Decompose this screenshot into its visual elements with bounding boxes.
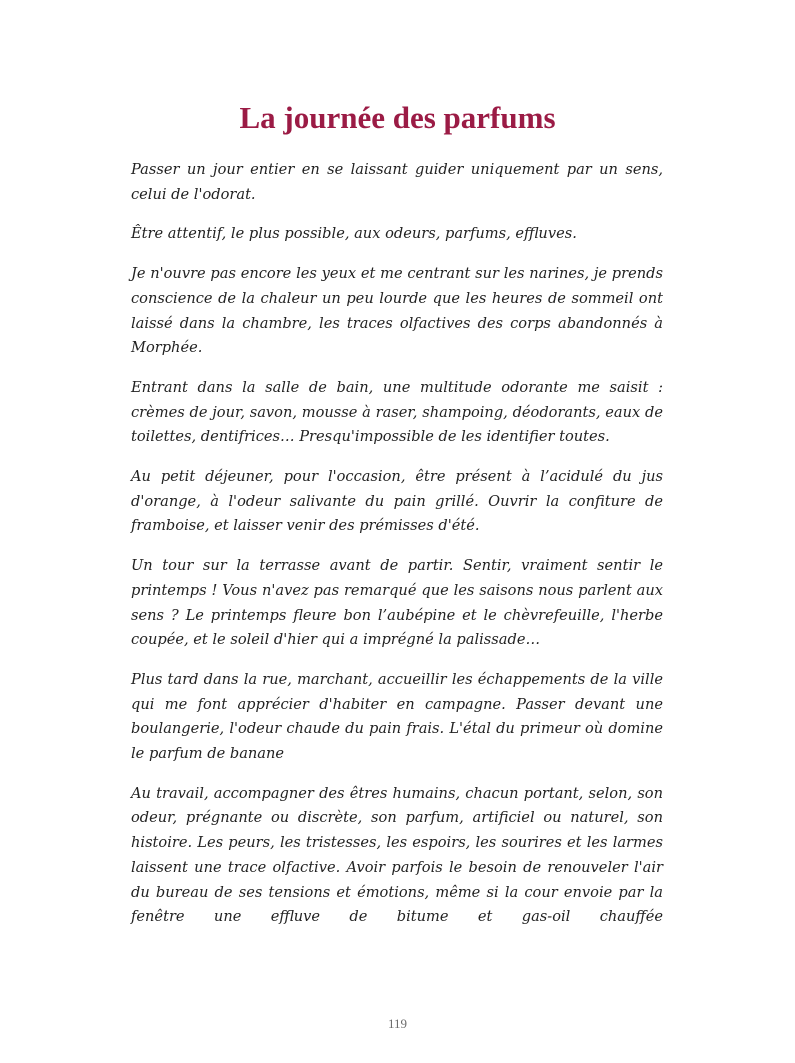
page-number: 119 <box>387 1016 408 1031</box>
paragraph-8: Au travail, accompagner des êtres humains, chacun portant, selon, son odeur, prégnante ou discrète, son parfum, artificiel ou naturel, son histoire. Les peurs, les tristesses, les espoirs, les sourires et les larmes laissent une trace olfactive. Avoir parfois le besoin de renouveler l'air du bureau de ses tensions et émotions, même si la cour envoie par la fenêtre une effluve de bitume et gas-oil chauffée <box>131 784 663 926</box>
paragraph-7: Plus tard dans la rue, marchant, accueillir les échappements de la ville qui me font apprécier d'habiter en campagne. Passer devant une boulangerie, l'odeur chaude du pain frais. L'étal du primeur où domine le parfum de banane <box>131 670 663 763</box>
paragraph-5: Au petit déjeuner, pour l'occasion, être présent à l’acidulé du jus d'orange, à l'odeur salivante du pain grillé. Ouvrir la confiture de framboise, et laisser venir des prémisses d'été. <box>131 468 663 535</box>
paragraph-1: Passer un jour entier en se laissant guider uniquement par un sens, celui de l'odorat. <box>131 161 663 203</box>
chapter-title: La journée des parfums <box>239 100 556 135</box>
chapter-body <box>131 158 663 945</box>
paragraph-2: Être attentif, le plus possible, aux odeurs, parfums, effluves. <box>131 225 577 243</box>
paragraph-3: Je n'ouvre pas encore les yeux et me centrant sur les narines, je prends conscience de la chaleur un peu lourde que les heures de sommeil ont laissé dans la chambre, les traces olfactives des corps abandonnés à Morphée. <box>131 265 663 357</box>
paragraph-6: Un tour sur la terrasse avant de partir. Sentir, vraiment sentir le printemps ! Vous n'avez pas remarqué que les saisons nous parlent aux sens ? Le printemps fleure bon l’aubépine et le chèvrefeuille, l'herbe coupée, et le soleil d'hier qui a imprégné la palissade… <box>131 557 663 649</box>
paragraph-4: Entrant dans la salle de bain, une multitude odorante me saisit : crèmes de jour, savon, mousse à raser, shampoing, déodorants, eaux de toilettes, dentifrices… Presqu'impossible de les identifier toutes. <box>131 378 663 446</box>
